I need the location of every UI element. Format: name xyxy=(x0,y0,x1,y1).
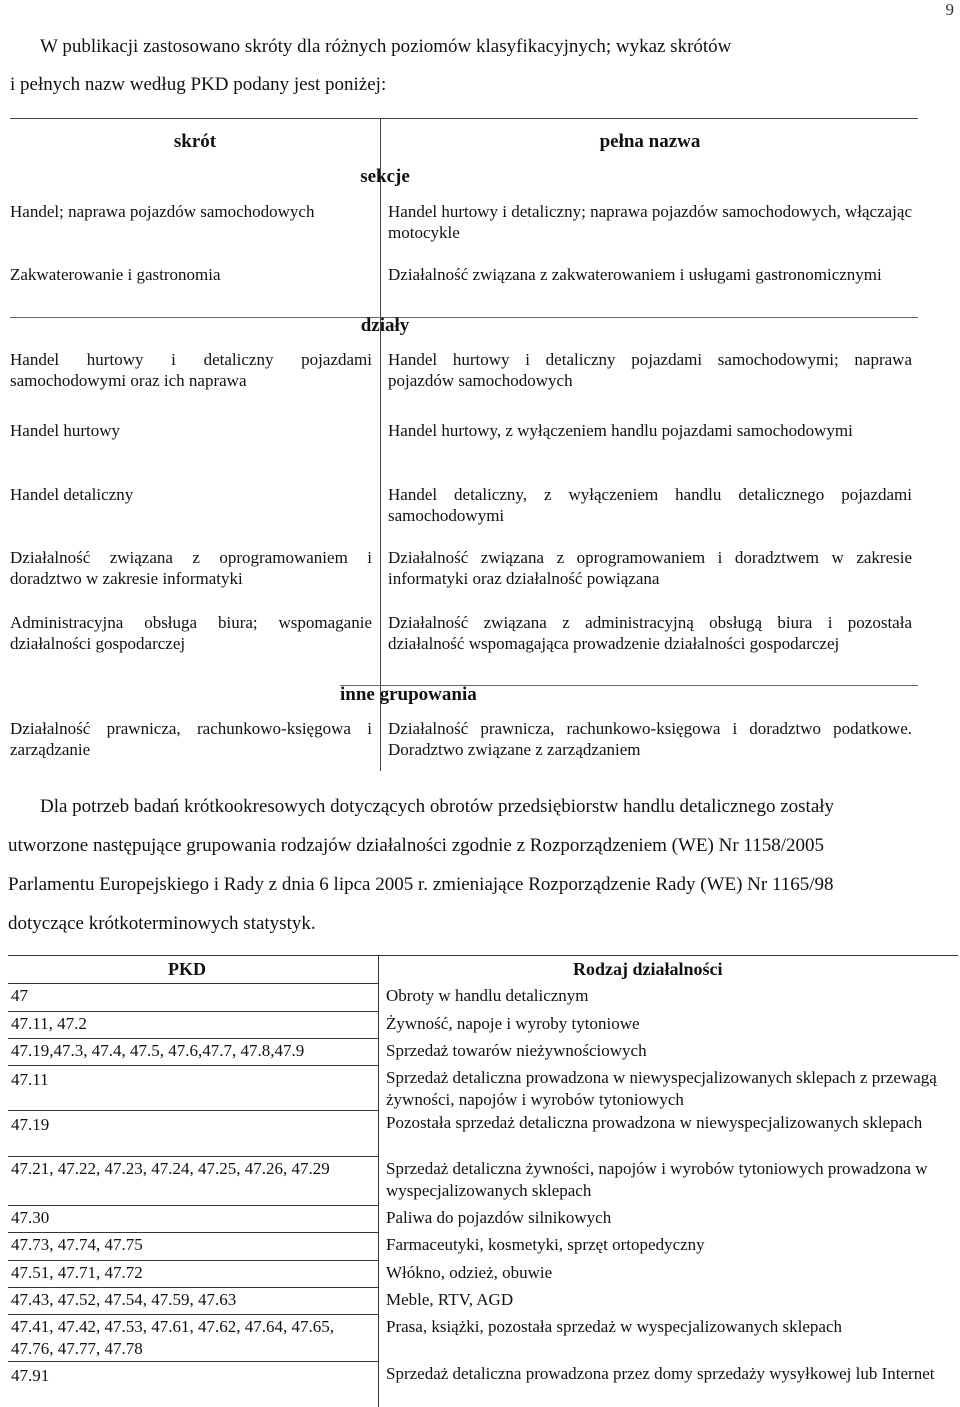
short-name-cell: Działalność prawnicza, rachunkowo-księgowa i zarządzanie xyxy=(10,719,372,759)
short-name-cell: Handel detaliczny xyxy=(10,485,134,504)
activity-desc: Obroty w handlu detalicznym xyxy=(386,986,589,1005)
short-name-cell: Handel; naprawa pojazdów samochodowych xyxy=(10,202,315,221)
abbreviation-table xyxy=(10,118,918,771)
section-label-dzialy: działy xyxy=(360,315,410,336)
full-name-cell: Działalność prawnicza, rachunkowo-księgowa i doradztwo podatkowe. Doradztwo związane z zarządzaniem xyxy=(388,719,912,759)
full-name-cell: Działalność związana z administracyjną obsługą biura i pozostała działalność wspomagająca prowadzenie działalności gospodarczej xyxy=(388,613,912,653)
section-label-sekcje: sekcje xyxy=(360,166,410,187)
row-rule xyxy=(8,1156,378,1157)
intro-text xyxy=(10,28,910,104)
short-name-cell: Handel hurtowy i detaliczny pojazdami samochodowymi oraz ich naprawa xyxy=(10,350,372,390)
row-rule xyxy=(8,1011,378,1012)
paragraph-line-3: Parlamentu Europejskiego i Rady z dnia 6 lipca 2005 r. zmieniające Rozporządzenie Rady (WE) Nr 1165/98 xyxy=(8,874,834,895)
activity-desc: Sprzedaż towarów nieżywnościowych xyxy=(386,1041,647,1060)
intro-line-2: i pełnych nazw według PKD podany jest poniżej: xyxy=(10,74,387,95)
pkd-code: 47.91 xyxy=(11,1366,50,1385)
page-number: 9 xyxy=(945,0,954,19)
row-rule xyxy=(8,1287,378,1288)
row-rule xyxy=(8,1314,378,1315)
activity-desc: Sprzedaż detaliczna żywności, napojów i wyrobów tytoniowych prowadzona w wyspecjalizowanych sklepach xyxy=(386,1159,928,1200)
full-name-cell: Działalność związana z oprogramowaniem i doradztwem w zakresie informatyki oraz działalność powiązana xyxy=(388,548,912,588)
header-activity-type: Rodzaj działalności xyxy=(573,959,723,979)
short-name-cell: Działalność związana z oprogramowaniem i doradztwo w zakresie informatyki xyxy=(10,548,372,588)
activity-desc: Paliwa do pojazdów silnikowych xyxy=(386,1208,612,1227)
activity-desc: Meble, RTV, AGD xyxy=(386,1290,514,1309)
header-pkd: PKD xyxy=(168,959,206,979)
row-rule xyxy=(8,1232,378,1233)
activity-desc: Sprzedaż detaliczna prowadzona przez domy sprzedaży wysyłkowej lub Internet xyxy=(386,1364,935,1383)
pkd-code: 47 xyxy=(11,986,28,1005)
row-rule xyxy=(8,1205,378,1206)
pkd-code: 47.19,47.3, 47.4, 47.5, 47.6,47.7, 47.8,47.9 xyxy=(11,1041,305,1060)
paragraph-line-4: dotyczące krótkoterminowych statystyk. xyxy=(8,913,316,934)
activity-desc: Włókno, odzież, obuwie xyxy=(386,1263,553,1282)
pkd-code: 47.11 xyxy=(11,1070,49,1089)
activity-desc: Prasa, książki, pozostała sprzedaż w wyspecjalizowanych sklepach xyxy=(386,1317,842,1336)
full-name-cell: Handel hurtowy i detaliczny pojazdami samochodowymi; naprawa pojazdów samochodowych xyxy=(388,350,912,390)
pkd-code: 47.43, 47.52, 47.54, 47.59, 47.63 xyxy=(11,1290,237,1309)
pkd-code: 47.21, 47.22, 47.23, 47.24, 47.25, 47.26, 47.29 xyxy=(11,1159,330,1178)
header-full: pełna nazwa xyxy=(599,131,701,152)
short-name-cell: Handel hurtowy xyxy=(10,421,121,440)
row-rule xyxy=(8,1361,378,1362)
section-label-inne: inne grupowania xyxy=(340,684,477,705)
full-name-cell: Handel detaliczny, z wyłączeniem handlu detalicznego pojazdami samochodowymi xyxy=(388,485,912,525)
short-name-cell: Zakwaterowanie i gastronomia xyxy=(10,265,221,284)
pkd-code: 47.41, 47.42, 47.53, 47.61, 47.62, 47.64, 47.65, 47.76, 47.77, 47.78 xyxy=(11,1317,334,1358)
pkd-code: 47.19 xyxy=(11,1115,50,1134)
pkd-code: 47.11, 47.2 xyxy=(11,1014,87,1033)
row-rule xyxy=(8,983,378,984)
body-paragraph xyxy=(8,787,956,943)
paragraph-line-1: Dla potrzeb badań krótkookresowych dotyczących obrotów przedsiębiorstw handlu detalicznego zostały xyxy=(40,796,835,817)
pkd-code: 47.30 xyxy=(11,1208,50,1227)
full-name-cell: Działalność związana z zakwaterowaniem i usługami gastronomicznymi xyxy=(388,265,882,284)
short-name-cell: Administracyjna obsługa biura; wspomaganie działalności gospodarczej xyxy=(10,613,372,653)
pkd-code: 47.51, 47.71, 47.72 xyxy=(11,1263,143,1282)
header-short: skrót xyxy=(173,131,217,152)
pkd-code: 47.73, 47.74, 47.75 xyxy=(11,1235,143,1254)
full-name-cell: Handel hurtowy, z wyłączeniem handlu pojazdami samochodowymi xyxy=(388,421,853,440)
table-top-rule xyxy=(8,955,958,956)
intro-line-1: W publikacji zastosowano skróty dla różnych poziomów klasyfikacyjnych; wykaz skrótów xyxy=(40,36,732,57)
activity-desc: Farmaceutyki, kosmetyki, sprzęt ortopedyczny xyxy=(386,1235,705,1254)
activity-desc: Sprzedaż detaliczna prowadzona w niewyspecjalizowanych sklepach z przewagą żywności, napojów i wyrobów tytoniowych xyxy=(386,1068,937,1109)
row-rule xyxy=(8,1038,378,1039)
row-rule xyxy=(8,1260,378,1261)
activity-desc: Żywność, napoje i wyroby tytoniowe xyxy=(386,1014,640,1033)
activity-desc: Pozostała sprzedaż detaliczna prowadzona w niewyspecjalizowanych sklepach xyxy=(386,1113,923,1132)
row-rule xyxy=(8,1110,378,1111)
column-divider xyxy=(378,955,379,1407)
column-divider xyxy=(380,119,381,771)
full-name-cell: Handel hurtowy i detaliczny; naprawa pojazdów samochodowych, włączając motocykle xyxy=(388,202,912,242)
paragraph-line-2: utworzone następujące grupowania rodzajów działalności zgodnie z Rozporządzeniem (WE) Nr 1158/2005 xyxy=(8,835,824,856)
row-rule xyxy=(8,1065,378,1066)
